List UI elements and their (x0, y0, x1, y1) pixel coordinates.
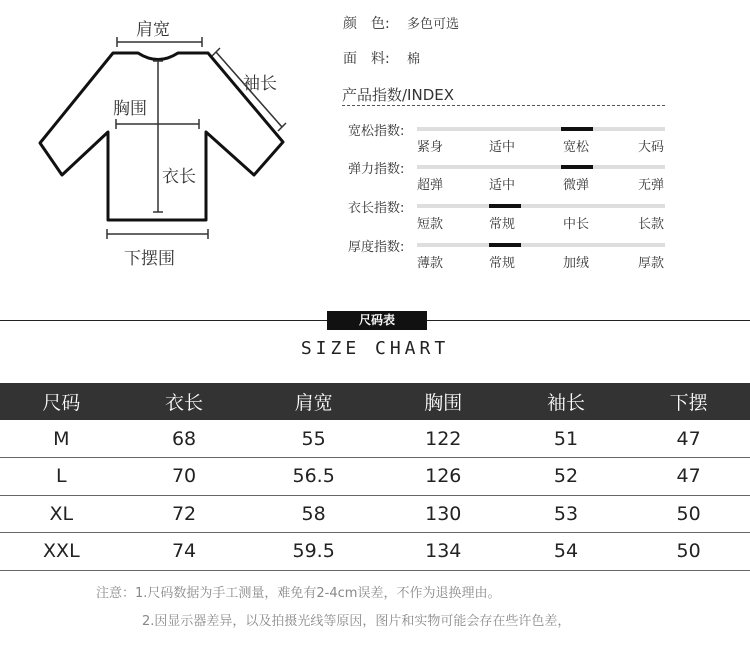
table-row (0, 495, 750, 533)
table-cell: 53 (505, 495, 628, 533)
table-cell: 122 (382, 420, 505, 458)
scale-track (417, 204, 665, 208)
index-divider (342, 105, 665, 106)
scale-label: 衣长指数: (348, 201, 405, 216)
table-header-row (0, 383, 750, 420)
header-cell: 下摆 (627, 383, 750, 420)
table-cell: 72 (123, 495, 246, 533)
scale-option: 常规 (489, 217, 516, 232)
scale-track (417, 243, 665, 247)
header-cell: 胸围 (382, 383, 505, 420)
size-table (0, 383, 750, 571)
attribute-key: 面 料: (343, 51, 390, 67)
scale-label: 厚度指数: (348, 240, 405, 255)
chest-label: 胸围 (113, 99, 147, 119)
table-cell: 47 (627, 458, 750, 496)
table-cell: 52 (505, 458, 628, 496)
table-cell: 134 (382, 533, 505, 571)
header-cell: 衣长 (123, 383, 246, 420)
table-cell: M (0, 420, 123, 458)
table-cell: 54 (505, 533, 628, 571)
length-label: 衣长 (162, 167, 196, 187)
header-cell: 袖长 (505, 383, 628, 420)
table-cell: 51 (505, 420, 628, 458)
header-cell: 尺码 (0, 383, 123, 420)
table-cell: 126 (382, 458, 505, 496)
scale-track (417, 127, 665, 131)
garment-measurement-diagram (0, 0, 330, 280)
table-cell: 130 (382, 495, 505, 533)
hem-label: 下摆围 (124, 249, 175, 269)
table-cell: 47 (627, 420, 750, 458)
scale-option: 超弹 (417, 178, 444, 193)
table-cell: XXL (0, 533, 123, 571)
table-cell: 50 (627, 495, 750, 533)
scale-option: 中长 (563, 217, 590, 232)
note-line-1: 注意：1.尺码数据为手工测量，难免有2-4cm误差，不作为退换理由。 (96, 586, 501, 601)
scale-selected-marker (561, 127, 593, 131)
index-heading: 产品指数/INDEX (342, 86, 455, 104)
table-cell: 74 (123, 533, 246, 571)
table-cell: 59.5 (245, 533, 382, 571)
sweater-outline-icon (0, 0, 330, 280)
table-row (0, 533, 750, 571)
attribute-value: 多色可选 (407, 17, 460, 32)
size-table-badge: 尺码表 (327, 311, 427, 330)
table-row (0, 420, 750, 458)
table-cell: 55 (245, 420, 382, 458)
scale-selected-marker (489, 243, 521, 247)
attribute-value: 棉 (407, 52, 421, 67)
header-cell: 肩宽 (245, 383, 382, 420)
size-chart-title: SIZE CHART (300, 338, 450, 359)
scale-option: 紧身 (417, 140, 444, 155)
scale-label: 宽松指数: (348, 124, 405, 139)
scale-option: 适中 (489, 178, 516, 193)
table-cell: 68 (123, 420, 246, 458)
attribute-fabric (343, 48, 420, 68)
scale-option: 厚款 (638, 256, 665, 271)
scale-option: 宽松 (563, 140, 590, 155)
table-row (0, 458, 750, 496)
table-cell: 50 (627, 533, 750, 571)
scale-selected-marker (489, 204, 521, 208)
scale-option: 无弹 (638, 178, 665, 193)
scale-option: 适中 (489, 140, 516, 155)
note-line-2: 2.因显示器差异，以及拍摄光线等原因，图片和实物可能会存在些许色差， (142, 614, 571, 629)
shoulder-label: 肩宽 (136, 20, 170, 40)
table-cell: 58 (245, 495, 382, 533)
table-cell: XL (0, 495, 123, 533)
scale-option: 大码 (638, 140, 665, 155)
attribute-key: 颜 色: (343, 16, 390, 32)
scale-option: 薄款 (417, 256, 444, 271)
sleeve-label: 袖长 (243, 74, 277, 94)
scale-option: 微弹 (563, 178, 590, 193)
table-cell: 70 (123, 458, 246, 496)
scale-label: 弹力指数: (348, 162, 405, 177)
scale-option: 短款 (417, 217, 444, 232)
table-cell: L (0, 458, 123, 496)
scale-option: 加绒 (563, 256, 590, 271)
scale-selected-marker (561, 165, 593, 169)
scale-option: 长款 (638, 217, 665, 232)
attribute-color (343, 13, 459, 33)
scale-track (417, 165, 665, 169)
table-cell: 56.5 (245, 458, 382, 496)
scale-option: 常规 (489, 256, 516, 271)
